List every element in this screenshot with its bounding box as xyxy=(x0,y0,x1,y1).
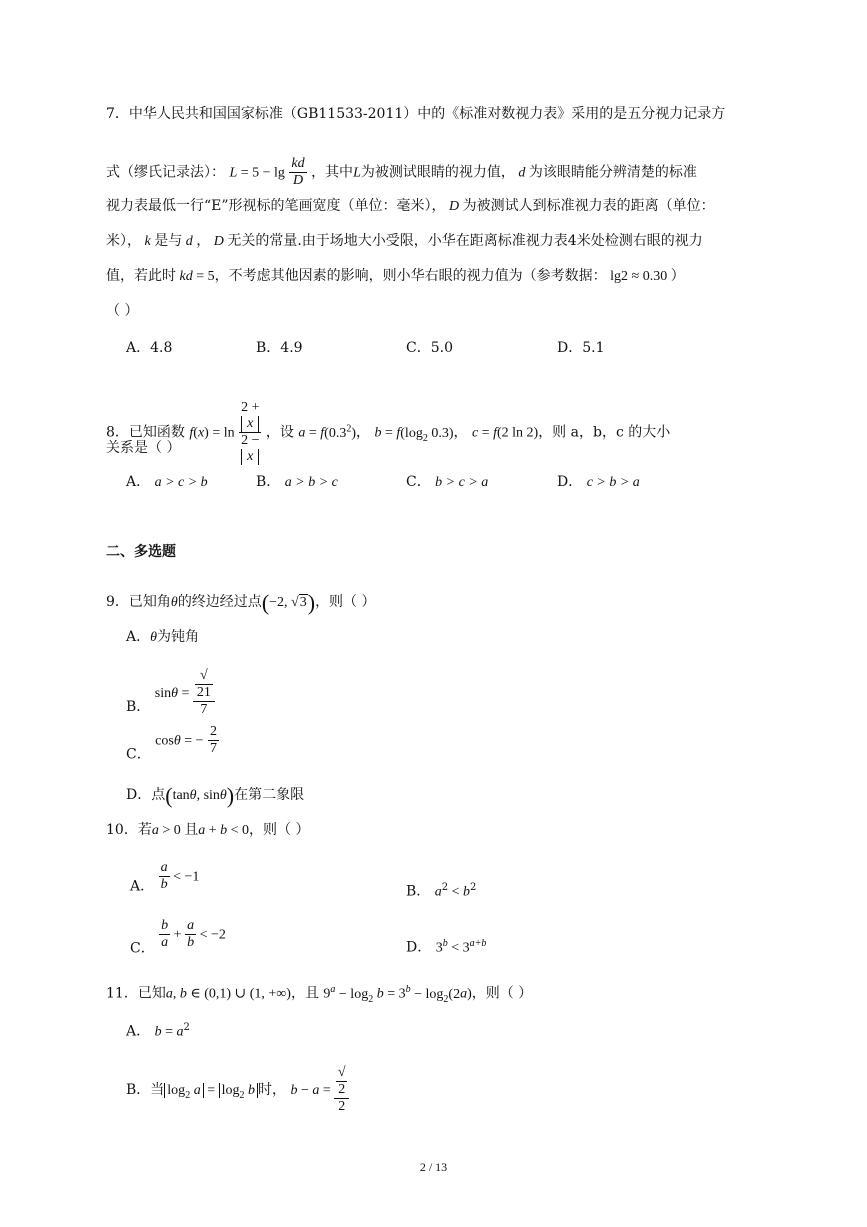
q10-option-b-label: B． xyxy=(406,883,431,900)
q7-formula: L = 5 − lg $\frac{kd}{D}$ xyxy=(229,156,305,188)
q8-option-a-label: A． xyxy=(126,474,151,490)
q8-option-a: A． a > c > b xyxy=(126,474,208,490)
q7-line4-d: 无关的常量.由于场地大小受限，小华在距离标准视力表4米处检测右眼的视力 xyxy=(227,233,703,249)
q8-mid1: ，设 xyxy=(265,424,294,441)
q9-option-a: A．θ为钝角 xyxy=(126,629,200,645)
q10-option-d: D． $3^b < 3^{a+b}$ xyxy=(406,938,487,956)
q9-option-c-label: C． xyxy=(126,746,151,763)
q8-sep1: ， xyxy=(356,424,371,441)
q7-line4-a: 米）， xyxy=(106,233,141,249)
q10-line1: 10．若a > 0 且a + b < 0，则（ ） xyxy=(106,822,310,838)
q7-line5-c: ） xyxy=(670,268,685,284)
q7-paren: （ ） xyxy=(106,303,139,319)
q9-option-a-text: 为钝角 xyxy=(157,629,200,645)
q7-line2-a: 式（缪氏记录法）： xyxy=(106,164,225,181)
q10-option-c-label: C． xyxy=(130,940,155,957)
q8-line2: 关系是（ ） xyxy=(106,440,181,456)
q8-option-d: D． c > b > a xyxy=(557,474,640,490)
q8-prefix: 8．已知函数 xyxy=(106,424,185,441)
q9-line1: 9．已知角θ的终边经过点(−2, √3)，则（ ） xyxy=(106,589,376,615)
q7-line3-b: 为被测试人到标准视力表的距离（单位： xyxy=(462,198,715,214)
q7-line4: 米）， k 是与 d ， D 无关的常量.由于场地大小受限，小华在距离标准视力表4米处检测右眼的视力 xyxy=(106,233,703,249)
q11-option-b-mid: 时， xyxy=(257,1082,286,1098)
q8-option-c-label: C． xyxy=(406,474,431,490)
q7-line2-d: 为该眼睛能分辨清楚的标准 xyxy=(528,164,697,181)
q7-option-c: C．5.0 xyxy=(406,340,453,356)
q8-option-b-label: B． xyxy=(256,474,281,490)
q8-tail: ，则 a，b，c 的大小 xyxy=(538,424,671,441)
q11-option-a-label: A． xyxy=(126,1023,151,1040)
q11-line1: 11．已知a, b ∈ (0,1) ∪ (1, +∞)，且 $9^a - \log_2 b = 3^b - \log_2(2a)$，则（ ） xyxy=(106,984,533,1005)
q8-option-d-label: D． xyxy=(557,474,583,490)
q7-line4-c: ， xyxy=(196,233,211,249)
q7-line5: 值，若此时 kd = 5，不考虑其他因素的影响，则小华右眼的视力值为（参考数据： lg2 ≈ 0.30 ） xyxy=(106,268,685,284)
q10-option-c: C． $\frac{b}{a}$ + $\frac{a}{b}$ < −2 xyxy=(130,918,226,957)
q10-option-b: B． $a^2 < b^2$ xyxy=(406,882,477,900)
q8-option-c: C． b > c > a xyxy=(406,474,489,490)
q7-line2-c: 为被测试眼睛的视力值， xyxy=(360,164,515,181)
page-number: 2 / 13 xyxy=(419,1160,448,1174)
q7-line5-b: ，不考虑其他因素的影响，则小华右眼的视力值为（参考数据： xyxy=(214,268,607,284)
q7-line1: 7．中华人民共和国国家标准（GB11533-2011）中的《标准对数视力表》采用的是五分视力记录方 xyxy=(106,106,726,122)
q10-option-a-label: A． xyxy=(130,878,155,895)
q9-option-d: D．点(tanθ, sinθ)在第二象限 xyxy=(126,782,305,808)
q7-line3: 视力表最低一行“E”形视标的笔画宽度（单位：毫米）， D 为被测试人到标准视力表的距离（单位： xyxy=(106,198,715,214)
q8-option-b: B． a > b > c xyxy=(256,474,338,490)
q10-option-a: A． $\frac{a}{b}$ < −1 xyxy=(130,860,200,895)
q9-prefix: 9．已知角 xyxy=(106,594,171,610)
q11-tail: ，则（ ） xyxy=(471,985,533,1002)
q8-line1: 8．已知函数 f(x) = ln 2 + x 2 − x ，设 $a = f(0.3^2)$， $b = f(\log_2$ 0.3)， c = f(2 ln 2)，则 a，b，c 的大小 xyxy=(106,400,671,464)
q7-line2-b: ，其中 xyxy=(311,164,354,181)
q8-function: f(x) = ln 2 + x 2 − x xyxy=(189,400,260,464)
q7-line2: 式（缪氏记录法）： L = 5 − lg $\frac{kd}{D}$ ，其中L为被测试眼睛的视力值， d 为该眼睛能分辨清楚的标准 xyxy=(106,156,697,188)
q10-option-d-label: D． xyxy=(406,939,432,956)
q9-mid: 的终边经过点 xyxy=(177,594,262,610)
q11-mid: ，且 xyxy=(290,985,319,1002)
q7-line4-b: 是与 xyxy=(154,233,183,249)
q10-prefix: 10．若 xyxy=(106,822,152,838)
q9-option-d-text: 在第二象限 xyxy=(234,787,305,803)
q10-mid: 且 xyxy=(184,822,199,838)
q11-option-b-label: B．当 xyxy=(126,1082,165,1098)
q9-tail: ，则（ ） xyxy=(315,594,376,610)
q7-line5-a: 值，若此时 xyxy=(106,268,176,284)
q9-option-c: C． cosθ = − $\frac{2}{7}$ xyxy=(126,724,217,763)
q11-option-b: B．当 $\log_2 a = \log_2 b$ 时， b − a = √ 2 2 xyxy=(126,1065,349,1115)
q10-tail: ，则（ ） xyxy=(249,822,310,838)
section-heading: 二、多选题 xyxy=(106,544,176,560)
q9-option-d-label: D．点 xyxy=(126,787,166,803)
q7-option-b: B．4.9 xyxy=(256,340,303,356)
q7-option-d: D．5.1 xyxy=(557,340,605,356)
q9-option-a-label: A． xyxy=(126,629,151,645)
q7-option-a: A．4.8 xyxy=(126,340,173,356)
q11-option-a: A． $b = a^2$ xyxy=(126,1022,190,1040)
q7-line3-a: 视力表最低一行“E”形视标的笔画宽度（单位：毫米）， xyxy=(106,198,446,214)
q9-option-b: B． sinθ = √ 21 7 xyxy=(126,668,215,718)
q9-option-b-label: B． xyxy=(126,699,151,715)
q11-prefix: 11．已知 xyxy=(106,985,166,1002)
q8-sep2: ， xyxy=(453,424,468,441)
